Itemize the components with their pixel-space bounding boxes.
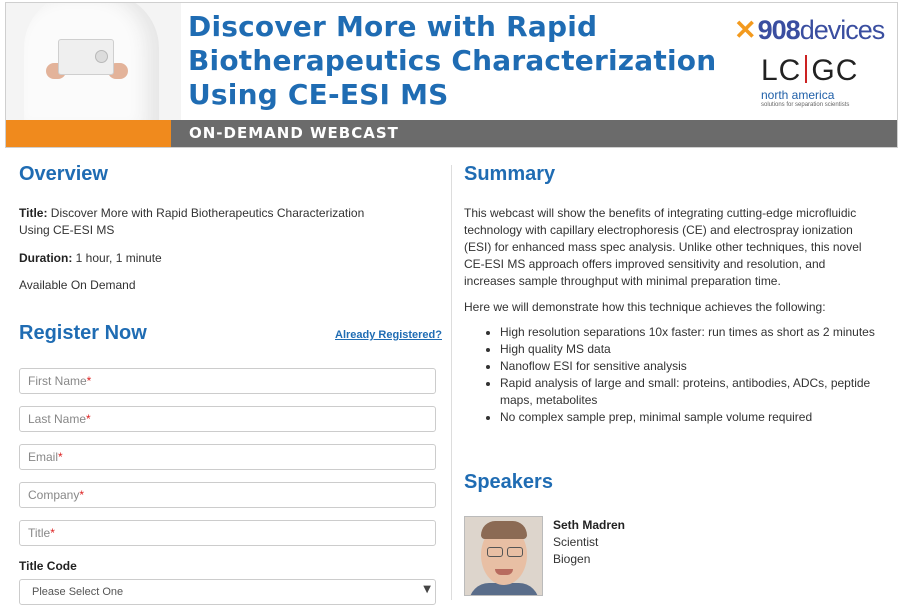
list-item: • Rapid analysis of large and small: proteins, antibodies, ADCs, peptide maps, metabolites: [500, 375, 896, 409]
banner-title-line-3: Using CE-ESI MS: [188, 78, 449, 111]
webcast-banner: [5, 2, 898, 148]
banner-strip: [6, 120, 897, 147]
already-registered-link[interactable]: Already Registered?: [335, 329, 442, 341]
banner-title-line-2: Biotherapeutics Characterization: [188, 44, 717, 77]
chevron-down-icon: ▼: [423, 584, 431, 595]
speaker-organization: Biogen: [553, 552, 591, 566]
lcgc-logo: LC GC north america solutions for separation scientists: [761, 54, 859, 108]
908devices-logo: ✕908devices: [734, 15, 885, 45]
overview-duration: Duration: 1 hour, 1 minute: [19, 251, 162, 265]
banner-title-line-1: Discover More with Rapid: [188, 10, 598, 43]
title-code-label: Title Code: [19, 559, 77, 573]
summary-paragraph: This webcast will show the benefits of integrating cutting-edge microfluidic technology with capillary electrophoresis (CE) and electrospray ionization (ESI) for enhanced mass spec analysis. Unlike other techniques, this novel CE-ESI MS approach offers improved sensitivity and resolution, and increases sample throughput with minimal preparation time.: [464, 206, 862, 288]
email-input[interactable]: Email*: [19, 444, 436, 470]
scientist-with-device-photo: [6, 3, 181, 120]
first-name-input[interactable]: First Name*: [19, 368, 436, 394]
list-item: • Nanoflow ESI for sensitive analysis: [500, 358, 896, 375]
last-name-input[interactable]: Last Name*: [19, 406, 436, 432]
speaker-name: Seth Madren: [553, 518, 626, 532]
overview-title: Title: Discover More with Rapid Biotherapeutics Characterization Using CE-ESI MS: [19, 206, 365, 237]
list-item: • High resolution separations 10x faster: run times as short as 2 minutes: [500, 324, 896, 341]
overview-availability: Available On Demand: [19, 278, 136, 292]
overview-heading: Overview: [19, 163, 108, 185]
on-demand-webcast-label: ON-DEMAND WEBCAST: [189, 124, 399, 142]
column-divider: [451, 165, 452, 600]
title-code-select[interactable]: Please Select One ▼: [19, 579, 436, 605]
title-input[interactable]: Title*: [19, 520, 436, 546]
banner-orange-block: [6, 120, 171, 147]
register-now-heading: Register Now: [19, 322, 147, 344]
list-item: • High quality MS data: [500, 341, 896, 358]
speakers-heading: Speakers: [464, 471, 553, 493]
speaker-photo: [464, 516, 543, 596]
banner-title: [188, 10, 716, 112]
list-item: • No complex sample prep, minimal sample volume required: [500, 409, 896, 426]
benefits-list: [464, 324, 896, 426]
company-input[interactable]: Company*: [19, 482, 436, 508]
summary-heading: Summary: [464, 163, 556, 185]
summary-intro: Here we will demonstrate how this technique achieves the following:: [464, 300, 826, 314]
speaker-role: Scientist: [553, 535, 599, 549]
